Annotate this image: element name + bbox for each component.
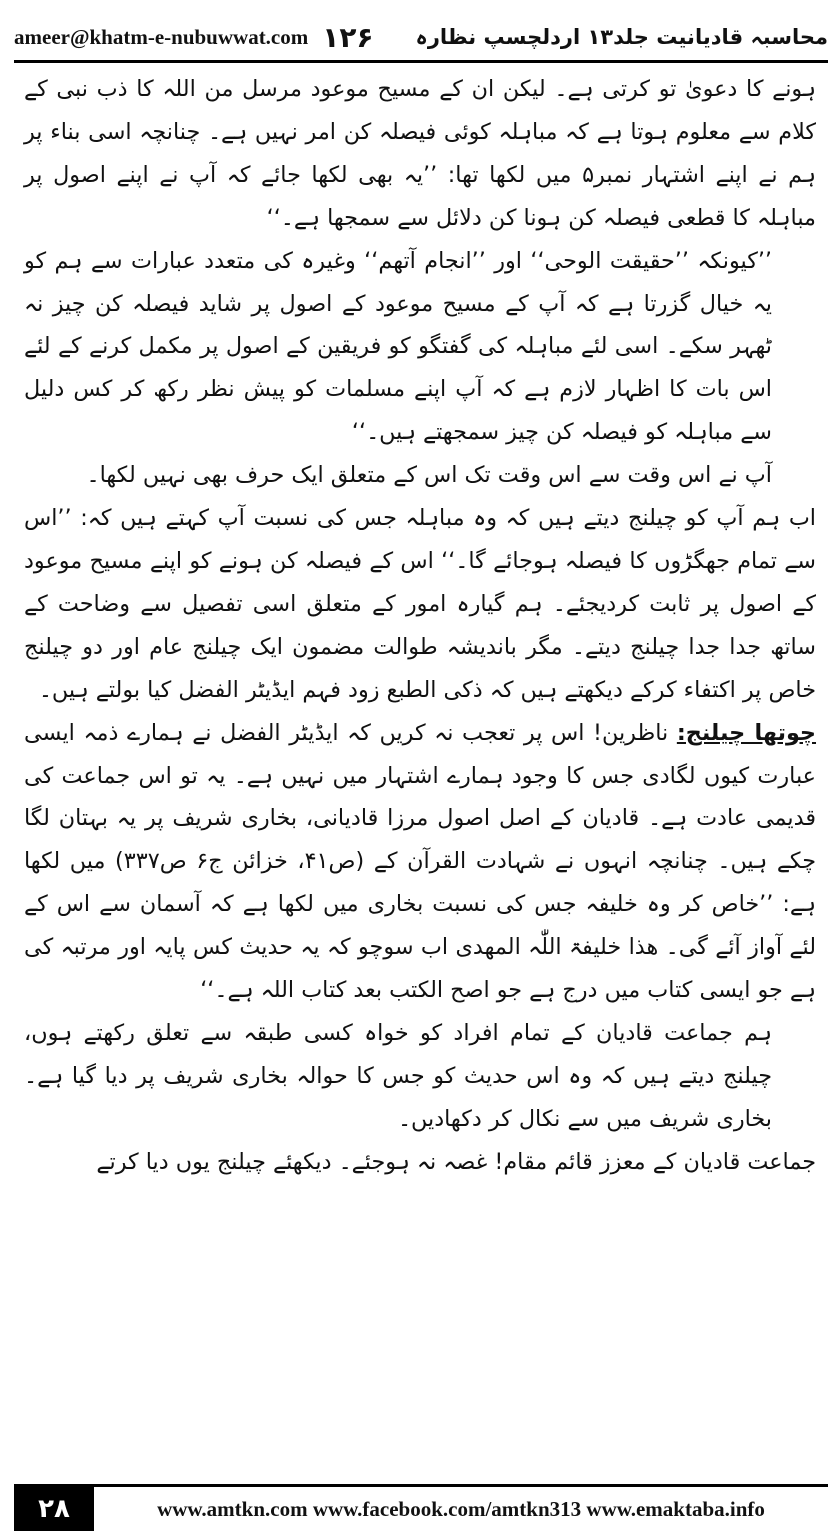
paragraph-2: ’’کیونکہ ’’حقیقت الوحی‘‘ اور ’’انجام آتھم‘‘ وغیرہ کی متعدد عبارات سے ہم کو یہ خیال گزرتا ہے کہ آپ کے مسیح موعود کے اصول پر شاید فیصلہ کن چیز نہ ٹھہر سکے۔ اسی لئے مباہلہ کی گفتگو کو فریقین کے اصول پر مکمل کرنے کے لئے اس بات کا اظہار لازم ہے کہ آپ اپنے مسلمات کو پیش نظر رکھ کر کس دلیل سے مباہلہ کو فیصلہ کن چیز سمجھتے ہیں۔‘‘ <box>24 247 772 446</box>
page-header <box>14 14 828 63</box>
paragraph-5-text: ناظرین! اس پر تعجب نہ کریں کہ ایڈیٹر الفضل نے ہمارے ذمہ ایسی عبارت کیوں لگادی جس کا وجود ہمارے اشتہار میں نہیں ہے۔ یہ تو اس جماعت کی قدیمی عادت ہے۔ قادیان کے اصل اصول مرزا قادیانی، بخاری شریف پر یہ بہتان لگا چکے ہیں۔ چنانچہ انہوں نے شہادت القرآن کے (ص۴۱، خزائن ج۶ ص۳۳۷) میں لکھا ہے: ’’خاص کر وہ خلیفہ جس کی نسبت بخاری میں لکھا ہے کہ آسمان سے اس کے لئے آواز آئے گی۔ ھذا خلیفۃ اللّٰہ المھدی اب سوچو کہ یہ حدیث کس پایہ اور مرتبہ کی ہے جو ایسی کتاب میں درج ہے جو اصح الکتب بعد کتاب اللہ ہے۔‘‘ <box>24 719 816 1004</box>
paragraph-5 <box>24 712 816 1012</box>
header-email: ameer@khatm-e-nubuwwat.com <box>14 24 309 49</box>
section-heading-fourth-challenge: چوتھا چیلنج: <box>676 719 817 746</box>
paragraph-7: جماعت قادیان کے معزز قائم مقام! غصہ نہ ہوجئے۔ دیکھئے چیلنج یوں دیا کرتے <box>96 1148 816 1175</box>
page-footer <box>14 1484 828 1531</box>
page-body <box>24 68 816 1466</box>
paragraph-3: آپ نے اس وقت سے اس وقت تک اس کے متعلق ایک حرف بھی نہیں لکھا۔ <box>86 462 772 489</box>
header-title: محاسبہ قادیانیت جلد۱۳ اردلچسپ نظارہ <box>415 25 828 49</box>
header-left-group <box>14 21 374 54</box>
footer-links: www.amtkn.com www.facebook.com/amtkn313 www.emaktaba.info <box>157 1496 765 1521</box>
paragraph-1: ہونے کا دعویٰ تو کرتی ہے۔ لیکن ان کے مسیح موعود مرسل من اللہ کا ذب نبی کے کلام سے معلوم ہوتا ہے کہ مباہلہ کوئی فیصلہ کن امر نہیں ہے۔ چنانچہ اسی بناء پر ہم نے اپنے اشتہار نمبر۵ میں لکھا تھا: ’’یہ بھی لکھا جائے کہ آپ نے اپنے اصول پر مباہلہ کا قطعی فیصلہ کن ہونا کن دلائل سے سمجھا ہے۔‘‘ <box>24 76 816 231</box>
paragraph-4: اب ہم آپ کو چیلنج دیتے ہیں کہ وہ مباہلہ جس کی نسبت آپ کہتے ہیں کہ: ’’اس سے تمام جھگڑوں کا فیصلہ ہوجائے گا۔‘‘ اس کے فیصلہ کن ہونے کو اپنے مسیح موعود کے اصول پر ثابت کردیجئے۔ ہم گیارہ امور کے متعلق اسی تفصیل سے وضاحت کے ساتھ جدا جدا چیلنج دیتے۔ مگر باندیشہ طوالت مضمون ایک چیلنج عام اور دو چیلنج خاص پر اکتفاء کرکے دیکھتے ہیں کہ ذکی الطبع زود فہم ایڈیٹر الفضل کیا بولتے ہیں۔ <box>24 505 816 703</box>
paragraph-6: ہم جماعت قادیان کے تمام افراد کو خواہ کسی طبقہ سے تعلق رکھتے ہوں، چیلنج دیتے ہیں کہ وہ اس حدیث کو جس کا حوالہ بخاری شریف پر دیا گیا ہے۔ بخاری شریف میں سے نکال کر دکھادیں۔ <box>24 1019 772 1132</box>
footer-page-number: ۲۸ <box>14 1487 94 1531</box>
header-page-number: ۱۲۶ <box>322 20 374 54</box>
